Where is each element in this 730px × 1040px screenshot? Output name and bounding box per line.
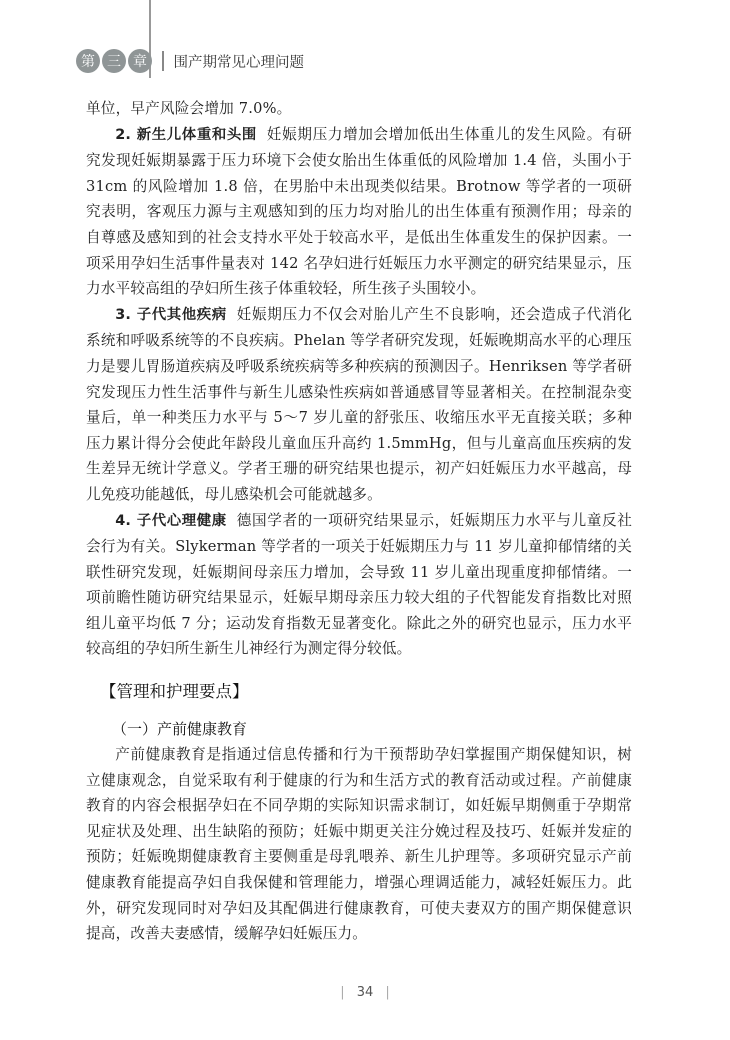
paragraph-text: 妊娠期压力不仅会对胎儿产生不良影响，还会造成子代消化系统和呼吸系统等的不良疾病。Phelan 等学者研究发现，妊娠晚期高水平的心理压力是婴儿胃肠道疾病及呼吸系统疾病等多种疾病的预测因子。Henriksen 等学者研究发现压力性生活事件与新生儿感染性疾病如普通感冒等显著相关。在控制混杂变量后，单一种类压力水平与 5～7 岁儿童的舒张压、收缩压水平无直接关联；多种压力累计得分会使此年龄段儿童血压升高约 1.5mmHg，但与儿童高血压疾病的发生差异无统计学意义。学者王珊的研究结果也提示，初产妇妊娠压力水平越高，母儿免疫功能越低，母儿感染机会可能就越多。: [86, 305, 633, 503]
paragraph-birth-weight: [86, 122, 632, 302]
subsection-heading: 3. 子代其他疾病: [115, 306, 227, 323]
chapter-title: 围产期常见心理问题: [173, 54, 304, 71]
header-separator: [162, 51, 164, 71]
page-footer: [0, 985, 730, 1000]
running-header: [76, 46, 304, 76]
paragraph-other-diseases: [86, 302, 632, 508]
page-body: [86, 96, 632, 947]
page-number: 34: [356, 985, 374, 1000]
subsection-heading: 4. 子代心理健康: [115, 512, 227, 529]
section-heading: 【管理和护理要点】: [100, 682, 249, 702]
subheading: （一）产前健康教育: [112, 720, 248, 739]
paragraph-continuation: 单位，早产风险会增加 7.0%。: [86, 100, 292, 117]
chapter-char: 章: [128, 49, 152, 73]
chapter-badge: [76, 49, 152, 73]
paragraph-prenatal-education: 产前健康教育是指通过信息传播和行为干预帮助孕妇掌握围产期保健知识，树立健康观念，自觉采取有利于健康的行为和生活方式的教育活动或过程。产前健康教育的内容会根据孕妇在不同孕期的实际知识需求制订，如妊娠早期侧重于孕期常见症状及处理、出生缺陷的预防；妊娠中期更关注分娩过程及技巧、妊娠并发症的预防；妊娠晚期健康教育主要侧重是母乳喂养、新生儿护理等。多项研究显示产前健康教育能提高孕妇自我保健和管理能力，增强心理调适能力，减轻妊娠压力。此外，研究发现同时对孕妇及其配偶进行健康教育，可使夫妻双方的围产期保健意识提高，改善夫妻感情，缓解孕妇妊娠压力。: [86, 746, 632, 943]
subsection-heading: 2. 新生儿体重和头围: [115, 126, 257, 143]
chapter-char: 第: [76, 49, 100, 73]
paragraph-text: 德国学者的一项研究结果显示，妊娠期压力水平与儿童反社会行为有关。Slykerman 等学者的一项关于妊娠期压力与 11 岁儿童抑郁情绪的关联性研究发现，妊娠期间母亲压力增加，会导致 11 岁儿童出现重度抑郁情绪。一项前瞻性随访研究结果显示，妊娠早期母亲压力较大组的子代智能发育指数比对照组儿童平均低 7 分；运动发育指数无显著变化。除此之外的研究也显示，压力水平较高组的孕妇所生新生儿神经行为测定得分较低。: [86, 511, 633, 658]
paragraph-text: 妊娠期压力增加会增加低出生体重儿的发生风险。有研究发现妊娠期暴露于压力环境下会使女胎出生体重低的风险增加 1.4 倍，头围小于 31cm 的风险增加 1.8 倍，在男胎中未出现类似结果。Brotnow 等学者的一项研究表明，客观压力源与主观感知到的压力均对胎儿的出生体重有预测作用；母亲的自尊感及感知到的社会支持水平处于较高水平，是低出生体重发生的保护因素。一项采用孕妇生活事件量表对 142 名孕妇进行妊娠压力水平测定的研究结果显示，压力水平较高组的孕妇所生孩子体重较轻，所生孩子头围较小。: [86, 125, 632, 298]
footer-bar-right: |: [385, 985, 390, 1000]
chapter-char: 三: [102, 49, 126, 73]
paragraph-mental-health: [86, 508, 632, 663]
footer-bar-left: |: [340, 985, 345, 1000]
